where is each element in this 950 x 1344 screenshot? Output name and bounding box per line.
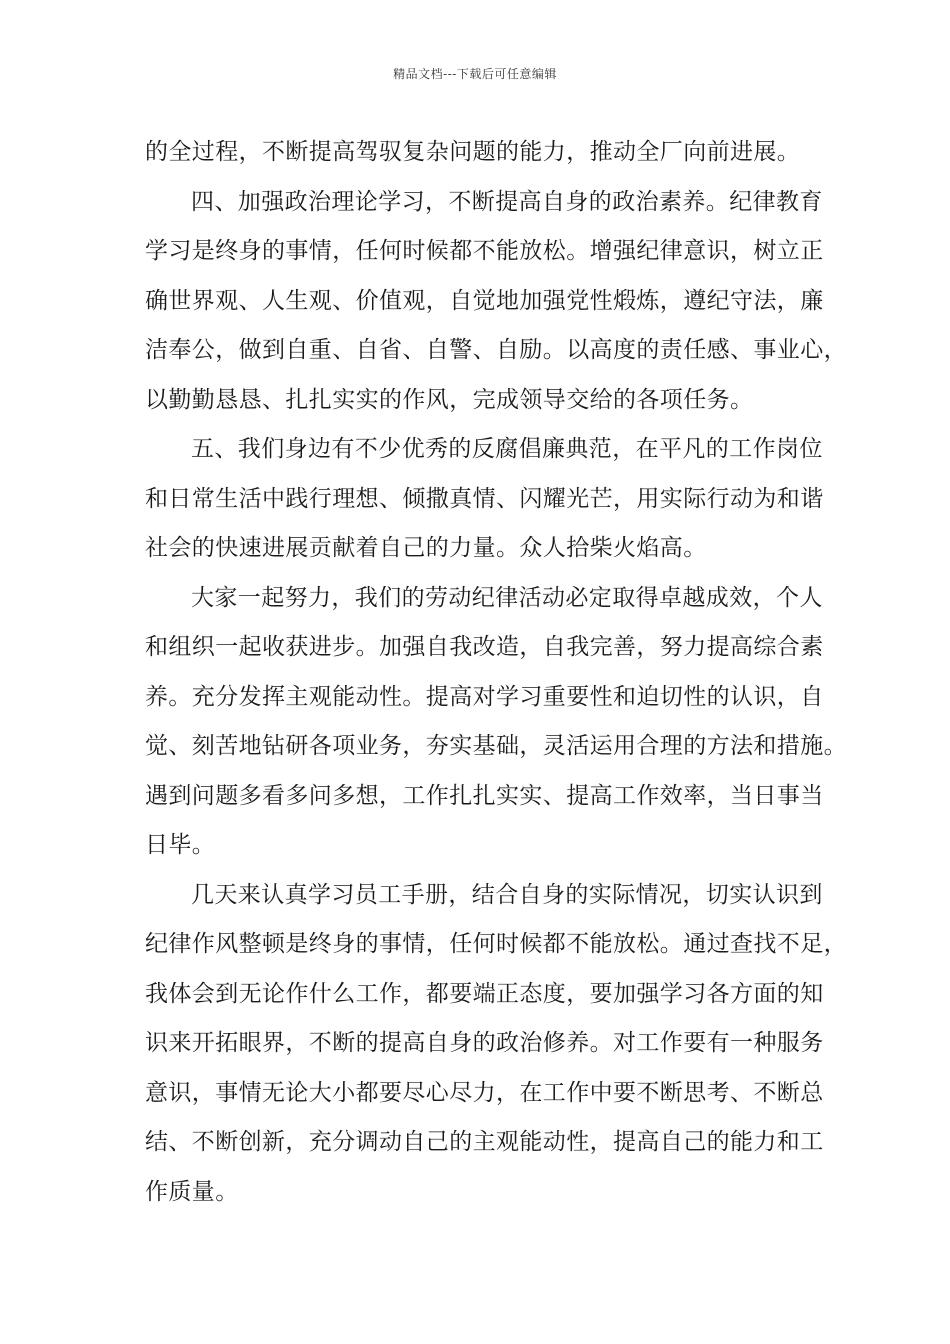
- text-line: 遇到问题多看多问多想，工作扎扎实实、提高工作效率，当日事当: [145, 782, 824, 809]
- text-line: 纪律作风整顿是终身的事情，任何时候都不能放松。通过查找不足，: [145, 931, 847, 957]
- paragraph-start-line: 大家一起努力，我们的劳动纪律活动必定取得卓越成效，个人: [191, 584, 823, 611]
- text-line: 意识，事情无论大小都要尽心尽力，在工作中要不断思考、不断总: [145, 1079, 824, 1106]
- paragraph-start-line: 五、我们身边有不少优秀的反腐倡廉典范，在平凡的工作岗位: [191, 436, 823, 462]
- text-line: 作质量。: [145, 1178, 239, 1205]
- text-line: 洁奉公，做到自重、自省、自警、自励。以高度的责任感、事业心，: [145, 337, 847, 363]
- text-line: 以勤勤恳恳、扎扎实实的作风，完成领导交给的各项任务。: [145, 386, 754, 413]
- text-line: 和日常生活中践行理想、倾撒真情、闪耀光芒，用实际行动为和谐: [145, 485, 824, 512]
- text-line: 和组织一起收获进步。加强自我改造，自我完善，努力提高综合素: [145, 634, 824, 660]
- page-header: 精品文档---下载后可任意编辑: [393, 67, 557, 81]
- text-line: 养。充分发挥主观能动性。提高对学习重要性和迫切性的认识，自: [145, 683, 824, 710]
- paragraph-start-line: 几天来认真学习员工手册，结合自身的实际情况，切实认识到: [191, 881, 823, 908]
- text-line: 学习是终身的事情，任何时候都不能放松。增强纪律意识，树立正: [145, 238, 824, 264]
- text-line: 结、不断创新，充分调动自己的主观能动性，提高自己的能力和工: [145, 1129, 824, 1155]
- text-line: 识来开拓眼界，不断的提高自身的政治修养。对工作要有一种服务: [145, 1030, 824, 1056]
- text-line: 觉、刻苦地钻研各项业务，夯实基础，灵活运用合理的方法和措施。: [145, 733, 847, 759]
- paragraph-start-line: 四、加强政治理论学习，不断提高自身的政治素养。纪律教育: [191, 188, 823, 215]
- text-line: 的全过程，不断提高驾驭复杂问题的能力，推动全厂向前进展。: [145, 139, 801, 165]
- text-line: 社会的快速进展贡献着自己的力量。众人拾柴火焰高。: [145, 535, 707, 561]
- document-body: [145, 128, 847, 1217]
- text-line: 日毕。: [145, 832, 216, 858]
- text-line: 确世界观、人生观、价值观，自觉地加强党性煅炼，遵纪守法，廉: [145, 287, 824, 314]
- text-line: 我体会到无论作什么工作，都要端正态度，要加强学习各方面的知: [145, 980, 824, 1007]
